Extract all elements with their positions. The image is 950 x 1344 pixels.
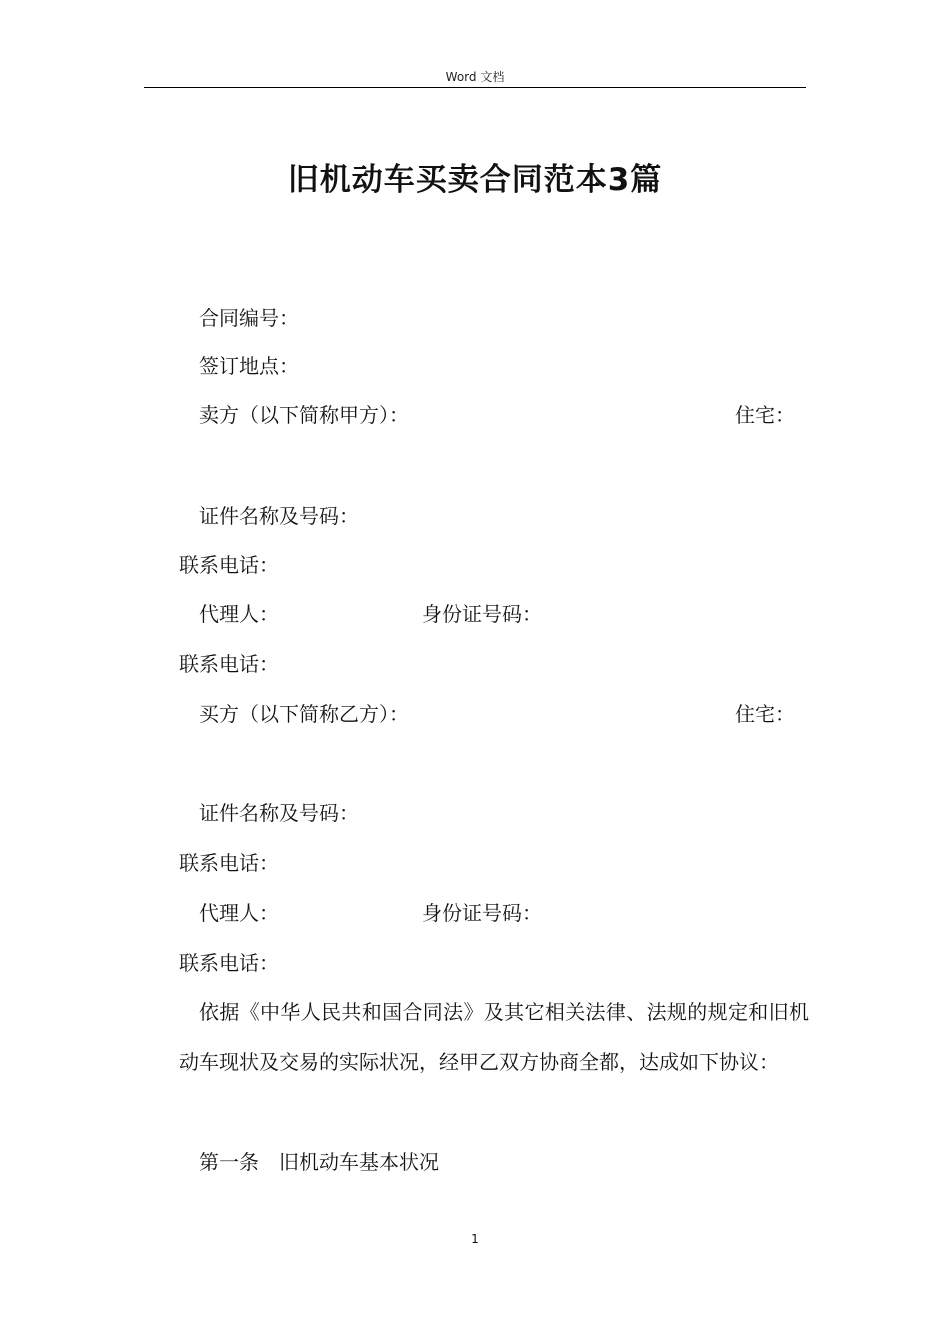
seller-agent-label: 代理人： (199, 602, 279, 626)
buyer-agent-id-label: 身份证号码： (422, 901, 542, 925)
seller-phone-label: 联系电话： (179, 553, 279, 577)
article-one-heading: 第一条 旧机动车基本状况 (199, 1150, 439, 1174)
contract-number-label: 合同编号： (199, 306, 299, 330)
seller-id-label: 证件名称及号码： (199, 504, 359, 528)
buyer-residence-label: 住宅： (735, 702, 795, 726)
seller-agent-id-label: 身份证号码： (422, 602, 542, 626)
basis-paragraph: 依据《中华人民共和国合同法》及其它相关法律、法规的规定和旧机动车现状及交易的实际状况，经甲乙双方协商全都，达成如下协议： (179, 1000, 809, 1074)
seller-label: 卖方（以下简称甲方）： (199, 403, 409, 427)
page-header: Word 文档 (445, 70, 505, 84)
header-divider (144, 87, 806, 88)
sign-place-label: 签订地点： (199, 354, 299, 378)
page-number: 1 (471, 1232, 479, 1246)
buyer-id-label: 证件名称及号码： (199, 801, 359, 825)
buyer-phone-label: 联系电话： (179, 851, 279, 875)
buyer-agent-label: 代理人： (199, 901, 279, 925)
seller-residence-label: 住宅： (735, 403, 795, 427)
seller-agent-phone-label: 联系电话： (179, 652, 279, 676)
document-title: 旧机动车买卖合同范本3篇 (287, 162, 663, 198)
buyer-label: 买方（以下简称乙方）： (199, 702, 409, 726)
buyer-agent-phone-label: 联系电话： (179, 951, 279, 975)
